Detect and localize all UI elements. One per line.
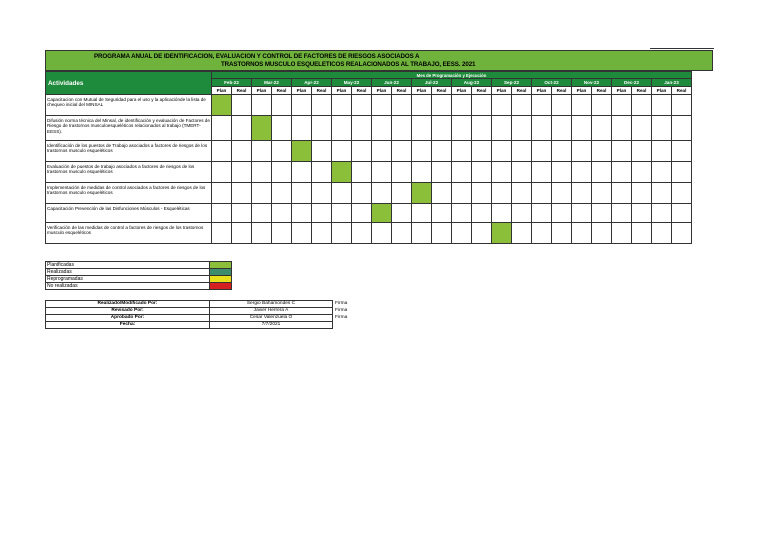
- legend-swatch: [210, 269, 232, 276]
- plan-cell[interactable]: [332, 223, 352, 244]
- real-column-header: Real: [552, 87, 572, 95]
- plan-cell[interactable]: [292, 204, 312, 223]
- approval-label: Fecha:: [46, 322, 210, 329]
- real-cell[interactable]: [432, 183, 452, 204]
- activity-description: Verificación de las medidas de control a factores de riesgos de los trastornos musculo esqueléticos: [46, 223, 212, 244]
- approval-label: Aprobado Por:: [46, 315, 210, 322]
- real-cell[interactable]: [552, 223, 572, 244]
- real-cell[interactable]: [272, 183, 292, 204]
- activity-row: [46, 95, 692, 116]
- plan-column-header: Plan: [492, 87, 512, 95]
- real-cell[interactable]: [672, 223, 692, 244]
- real-cell[interactable]: [232, 162, 252, 183]
- real-column-header: Real: [432, 87, 452, 95]
- plan-cell[interactable]: [652, 141, 672, 162]
- plan-cell[interactable]: [572, 223, 592, 244]
- real-column-header: Real: [392, 87, 412, 95]
- approval-label: Revisado Por:: [46, 308, 210, 315]
- plan-cell[interactable]: [372, 95, 392, 116]
- planned-cell[interactable]: [332, 162, 352, 183]
- plan-cell[interactable]: [252, 141, 272, 162]
- real-cell[interactable]: [392, 204, 412, 223]
- real-cell[interactable]: [472, 204, 492, 223]
- plan-cell[interactable]: [612, 116, 632, 141]
- real-cell[interactable]: [472, 141, 492, 162]
- plan-cell[interactable]: [452, 223, 472, 244]
- real-cell[interactable]: [512, 183, 532, 204]
- activity-description: Identificación de los puestos de Trabajo asociados a factores de riesgos de los trastornos musculo esqueléticos: [46, 141, 212, 162]
- real-cell[interactable]: [352, 162, 372, 183]
- real-cell[interactable]: [552, 141, 572, 162]
- plan-column-header: Plan: [452, 87, 472, 95]
- planned-cell[interactable]: [372, 204, 392, 223]
- real-column-header: Real: [272, 87, 292, 95]
- plan-cell[interactable]: [252, 204, 272, 223]
- plan-cell[interactable]: [652, 204, 672, 223]
- plan-column-header: Plan: [292, 87, 312, 95]
- activity-description: Evaluación de puestos de trabajo asociados a factores de riesgos de los trastornos musculo esqueléticos: [46, 162, 212, 183]
- real-cell[interactable]: [432, 141, 452, 162]
- real-cell[interactable]: [512, 162, 532, 183]
- plan-cell[interactable]: [492, 116, 512, 141]
- plan-column-header: Plan: [332, 87, 352, 95]
- real-cell[interactable]: [392, 95, 412, 116]
- real-cell[interactable]: [312, 116, 332, 141]
- plan-cell[interactable]: [372, 183, 392, 204]
- legend-label: Planificadas: [46, 262, 210, 269]
- month-header: Dec-22: [612, 79, 652, 87]
- real-cell[interactable]: [392, 183, 412, 204]
- plan-cell[interactable]: [612, 223, 632, 244]
- real-cell[interactable]: [472, 183, 492, 204]
- activity-description: Capacitación Prevención de las Disfunciones Músculos - Esqueléticas: [46, 204, 212, 223]
- real-cell[interactable]: [512, 204, 532, 223]
- real-column-header: Real: [592, 87, 612, 95]
- plan-cell[interactable]: [252, 162, 272, 183]
- real-cell[interactable]: [232, 116, 252, 141]
- legend-swatch: [210, 276, 232, 283]
- real-column-header: Real: [672, 87, 692, 95]
- plan-cell[interactable]: [492, 162, 512, 183]
- plan-cell[interactable]: [652, 95, 672, 116]
- real-cell[interactable]: [592, 141, 612, 162]
- real-cell[interactable]: [592, 95, 612, 116]
- real-cell[interactable]: [632, 204, 652, 223]
- plan-cell[interactable]: [612, 162, 632, 183]
- real-cell[interactable]: [272, 116, 292, 141]
- legend-row: [46, 269, 232, 276]
- plan-column-header: Plan: [652, 87, 672, 95]
- plan-cell[interactable]: [412, 95, 432, 116]
- plan-cell[interactable]: [532, 95, 552, 116]
- plan-cell[interactable]: [572, 116, 592, 141]
- real-cell[interactable]: [232, 183, 252, 204]
- real-cell[interactable]: [432, 223, 452, 244]
- approval-row: [46, 315, 396, 322]
- real-cell[interactable]: [552, 95, 572, 116]
- plan-cell[interactable]: [252, 183, 272, 204]
- approval-value[interactable]: Javier Herrera A: [210, 308, 333, 315]
- month-header: Mar-22: [252, 79, 292, 87]
- plan-cell[interactable]: [612, 95, 632, 116]
- real-cell[interactable]: [312, 223, 332, 244]
- approval-row: [46, 301, 396, 308]
- plan-cell[interactable]: [412, 204, 432, 223]
- plan-cell[interactable]: [612, 141, 632, 162]
- document-title-band: [45, 50, 713, 71]
- plan-cell[interactable]: [532, 116, 552, 141]
- real-cell[interactable]: [592, 204, 612, 223]
- approval-value[interactable]: Sergio Bahamondes C: [210, 301, 333, 308]
- real-cell[interactable]: [632, 183, 652, 204]
- real-cell[interactable]: [672, 141, 692, 162]
- document-title-line2: TRASTORNOS MUSCULO ESQUELETICOS REALACIONADOS AL TRABAJO, EESS. 2021: [221, 61, 476, 68]
- signature-label: Firma: [333, 308, 396, 315]
- real-cell[interactable]: [232, 141, 252, 162]
- real-cell[interactable]: [472, 162, 492, 183]
- activity-row: [46, 116, 692, 141]
- real-cell[interactable]: [592, 116, 612, 141]
- real-cell[interactable]: [232, 204, 252, 223]
- signature-label: [333, 322, 396, 329]
- real-cell[interactable]: [232, 95, 252, 116]
- real-cell[interactable]: [512, 141, 532, 162]
- real-cell[interactable]: [312, 162, 332, 183]
- plan-cell[interactable]: [652, 116, 672, 141]
- plan-cell[interactable]: [212, 141, 232, 162]
- plan-cell[interactable]: [292, 116, 312, 141]
- approval-value[interactable]: 7/7/2021: [210, 322, 333, 329]
- real-cell[interactable]: [472, 95, 492, 116]
- plan-cell[interactable]: [492, 183, 512, 204]
- schedule-table: [45, 71, 692, 244]
- plan-cell[interactable]: [652, 223, 672, 244]
- plan-cell[interactable]: [572, 204, 592, 223]
- real-cell[interactable]: [632, 95, 652, 116]
- real-cell[interactable]: [312, 141, 332, 162]
- plan-cell[interactable]: [252, 95, 272, 116]
- real-cell[interactable]: [672, 183, 692, 204]
- real-cell[interactable]: [312, 204, 332, 223]
- plan-cell[interactable]: [572, 95, 592, 116]
- plan-cell[interactable]: [372, 162, 392, 183]
- plan-cell[interactable]: [212, 116, 232, 141]
- plan-column-header: Plan: [212, 87, 232, 95]
- real-cell[interactable]: [552, 183, 572, 204]
- real-cell[interactable]: [392, 116, 412, 141]
- legend-row: [46, 283, 232, 290]
- real-cell[interactable]: [672, 162, 692, 183]
- plan-cell[interactable]: [332, 183, 352, 204]
- real-cell[interactable]: [552, 116, 572, 141]
- approval-value[interactable]: Cesar Valenzuela O: [210, 315, 333, 322]
- plan-cell[interactable]: [372, 116, 392, 141]
- plan-cell[interactable]: [212, 162, 232, 183]
- month-header: Sep-22: [492, 79, 532, 87]
- real-cell[interactable]: [432, 116, 452, 141]
- real-cell[interactable]: [312, 95, 332, 116]
- real-cell[interactable]: [352, 204, 372, 223]
- plan-cell[interactable]: [492, 95, 512, 116]
- month-header: May-22: [332, 79, 372, 87]
- approvals-table: [45, 300, 395, 329]
- plan-column-header: Plan: [252, 87, 272, 95]
- plan-cell[interactable]: [212, 223, 232, 244]
- plan-cell[interactable]: [252, 223, 272, 244]
- real-cell[interactable]: [352, 116, 372, 141]
- month-header: Nov-22: [572, 79, 612, 87]
- real-cell[interactable]: [432, 204, 452, 223]
- real-cell[interactable]: [672, 95, 692, 116]
- real-cell[interactable]: [512, 95, 532, 116]
- real-cell[interactable]: [272, 95, 292, 116]
- real-cell[interactable]: [632, 162, 652, 183]
- real-cell[interactable]: [672, 204, 692, 223]
- real-column-header: Real: [512, 87, 532, 95]
- plan-cell[interactable]: [372, 223, 392, 244]
- planned-cell[interactable]: [212, 95, 232, 116]
- real-cell[interactable]: [672, 116, 692, 141]
- real-cell[interactable]: [272, 162, 292, 183]
- real-cell[interactable]: [632, 141, 652, 162]
- plan-cell[interactable]: [452, 183, 472, 204]
- real-column-header: Real: [312, 87, 332, 95]
- real-cell[interactable]: [272, 204, 292, 223]
- plan-cell[interactable]: [532, 223, 552, 244]
- approval-label: Realizado/Modificado Por:: [46, 301, 210, 308]
- legend-row: [46, 276, 232, 283]
- plan-cell[interactable]: [652, 162, 672, 183]
- signature-label: Firma: [333, 315, 396, 322]
- plan-cell[interactable]: [532, 204, 552, 223]
- activity-row: [46, 141, 692, 162]
- plan-cell[interactable]: [452, 141, 472, 162]
- plan-column-header: Plan: [572, 87, 592, 95]
- real-cell[interactable]: [472, 223, 492, 244]
- plan-column-header: Plan: [532, 87, 552, 95]
- plan-cell[interactable]: [332, 95, 352, 116]
- month-header: Jun-22: [372, 79, 412, 87]
- approval-row: [46, 322, 396, 329]
- real-column-header: Real: [352, 87, 372, 95]
- document-title-line1: PROGRAMA ANUAL DE IDENTIFICACION, EVALUACION Y CONTROL DE FACTORES DE RIESGOS ASOCIADOS A: [94, 53, 420, 60]
- plan-cell[interactable]: [412, 223, 432, 244]
- real-column-header: Real: [632, 87, 652, 95]
- planned-cell[interactable]: [252, 116, 272, 141]
- legend-label: Realizadas: [46, 269, 210, 276]
- activity-description: Implementación de medidas de control asociados a factores de riesgos de los trastornos musculo esqueléticos: [46, 183, 212, 204]
- activity-row: [46, 183, 692, 204]
- real-column-header: Real: [472, 87, 492, 95]
- real-cell[interactable]: [352, 183, 372, 204]
- real-cell[interactable]: [472, 116, 492, 141]
- plan-column-header: Plan: [612, 87, 632, 95]
- plan-column-header: Plan: [412, 87, 432, 95]
- plan-cell[interactable]: [532, 162, 552, 183]
- real-cell[interactable]: [552, 204, 572, 223]
- month-header: Jul-22: [412, 79, 452, 87]
- planned-cell[interactable]: [492, 223, 512, 244]
- real-cell[interactable]: [632, 116, 652, 141]
- approval-row: [46, 308, 396, 315]
- real-cell[interactable]: [592, 162, 612, 183]
- plan-cell[interactable]: [452, 162, 472, 183]
- planned-cell[interactable]: [412, 183, 432, 204]
- plan-cell[interactable]: [332, 141, 352, 162]
- plan-cell[interactable]: [292, 95, 312, 116]
- plan-cell[interactable]: [572, 162, 592, 183]
- activity-row: [46, 162, 692, 183]
- plan-cell[interactable]: [332, 116, 352, 141]
- activity-row: [46, 204, 692, 223]
- schedule-header: Mes de Programación y Ejecución: [212, 72, 692, 79]
- plan-cell[interactable]: [452, 116, 472, 141]
- real-cell[interactable]: [512, 223, 532, 244]
- plan-cell[interactable]: [212, 183, 232, 204]
- plan-cell[interactable]: [332, 204, 352, 223]
- plan-cell[interactable]: [412, 116, 432, 141]
- real-cell[interactable]: [552, 162, 572, 183]
- plan-cell[interactable]: [412, 162, 432, 183]
- plan-cell[interactable]: [292, 183, 312, 204]
- signature-label: Firma: [333, 301, 396, 308]
- plan-cell[interactable]: [452, 204, 472, 223]
- plan-cell[interactable]: [572, 141, 592, 162]
- real-cell[interactable]: [632, 223, 652, 244]
- real-cell[interactable]: [272, 223, 292, 244]
- activities-header: Actividades: [46, 72, 212, 95]
- plan-cell[interactable]: [532, 141, 552, 162]
- plan-cell[interactable]: [652, 183, 672, 204]
- activity-description: Capacitacion con Mutual de Seguridad para el uso y la aplicaciónde la lista de chequeo inicial del MINSAL: [46, 95, 212, 116]
- plan-cell[interactable]: [452, 95, 472, 116]
- real-cell[interactable]: [432, 162, 452, 183]
- activity-description: Difusión norma técnica del Minsal, de identificación y evaluación de Factores de Riesgo de trastornos musculoesqueléticos relacionados al trabajo (TMERT-EESS).: [46, 116, 212, 141]
- month-header: Apr-22: [292, 79, 332, 87]
- real-cell[interactable]: [352, 141, 372, 162]
- real-cell[interactable]: [392, 141, 412, 162]
- plan-cell[interactable]: [492, 141, 512, 162]
- plan-cell[interactable]: [612, 183, 632, 204]
- plan-column-header: Plan: [372, 87, 392, 95]
- legend-swatch: [210, 283, 232, 290]
- real-cell[interactable]: [232, 223, 252, 244]
- activity-row: [46, 223, 692, 244]
- real-cell[interactable]: [272, 141, 292, 162]
- plan-cell[interactable]: [292, 162, 312, 183]
- real-cell[interactable]: [312, 183, 332, 204]
- month-header: Oct-22: [532, 79, 572, 87]
- month-header: Aug-22: [452, 79, 492, 87]
- legend-label: Reprogramadas: [46, 276, 210, 283]
- real-cell[interactable]: [432, 95, 452, 116]
- month-header: Jan-23: [652, 79, 692, 87]
- planned-cell[interactable]: [292, 141, 312, 162]
- plan-cell[interactable]: [532, 183, 552, 204]
- legend-table: [45, 261, 232, 290]
- real-cell[interactable]: [392, 162, 412, 183]
- plan-cell[interactable]: [612, 204, 632, 223]
- real-column-header: Real: [232, 87, 252, 95]
- plan-cell[interactable]: [292, 223, 312, 244]
- legend-row: [46, 262, 232, 269]
- plan-cell[interactable]: [412, 141, 432, 162]
- legend-label: No realizadas: [46, 283, 210, 290]
- real-cell[interactable]: [512, 116, 532, 141]
- legend-swatch: [210, 262, 232, 269]
- real-cell[interactable]: [352, 95, 372, 116]
- real-cell[interactable]: [592, 183, 612, 204]
- real-cell[interactable]: [392, 223, 412, 244]
- plan-cell[interactable]: [372, 141, 392, 162]
- real-cell[interactable]: [352, 223, 372, 244]
- plan-cell[interactable]: [492, 204, 512, 223]
- month-header: Feb-22: [212, 79, 252, 87]
- plan-cell[interactable]: [572, 183, 592, 204]
- plan-cell[interactable]: [212, 204, 232, 223]
- real-cell[interactable]: [592, 223, 612, 244]
